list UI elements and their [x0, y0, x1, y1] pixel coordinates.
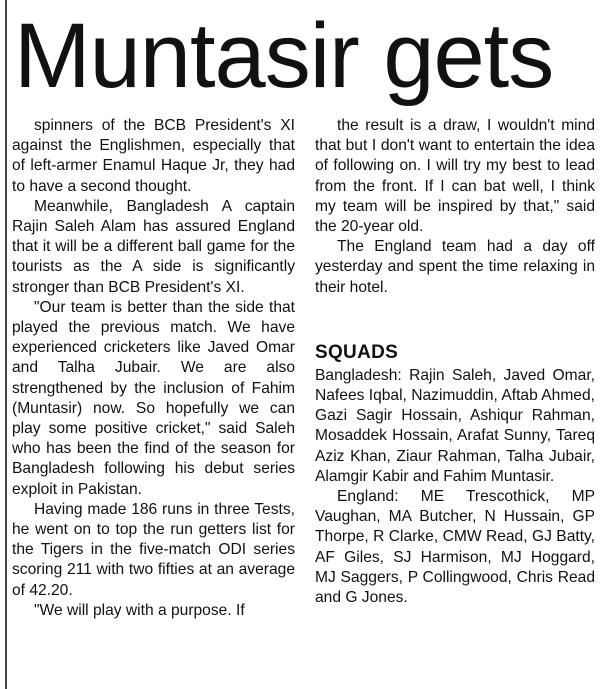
article-right-column: [315, 116, 595, 608]
paragraph-england-day-off: The England team had a day off yesterday and spent the time relaxing in their hotel.: [315, 238, 595, 296]
paragraph-saleh-quote: "Our team is better than the side that played the previous match. We have experienced cricketers like Javed Omar and Talha Jubair. We are also strengthened by the inclusion of Fahim (Muntasir) now. So hopefully we can play some positive cricket," said Saleh who has been the find of the season for Bangladesh following his debut series exploit in Pakistan.: [12, 298, 295, 498]
paragraph-purpose-quote: "We will play with a purpose. If: [34, 601, 245, 619]
squads-heading: SQUADS: [315, 341, 399, 363]
headline: Muntasir gets: [14, 5, 554, 107]
paragraph-saleh-stats: Having made 186 runs in three Tests, he went on to top the run getters list for the Tigers in the five-match ODI series scoring 211 with two fifties at an average of 42.20.: [12, 500, 295, 599]
paragraph-quote-continued: the result is a draw, I wouldn't mind that but I don't want to entertain the idea of following on. I will try my best to lead from the front. If I can bat well, I think my team will be inspired by that," said the 20-year old.: [315, 117, 595, 236]
paragraph-continuation: spinners of the BCB President's XI against the Englishmen, especially that of left-armer Enamul Haque Jr, they had to have a second thought.: [12, 117, 295, 195]
squad-england: England: ME Trescothick, MP Vaughan, MA Butcher, N Hussain, GP Thorpe, R Clarke, CMW Read, GJ Batty, AF Giles, SJ Harmison, MJ Hoggard, MJ Saggers, P Collingwood, Chris Read and G Jones.: [315, 488, 595, 607]
column-rule: [5, 0, 7, 689]
squad-bangladesh: Bangladesh: Rajin Saleh, Javed Omar, Nafees Iqbal, Nazimuddin, Aftab Ahmed, Gazi Sagir Hossain, Ashiqur Rahman, Mosaddek Hossain, Arafat Sunny, Tareq Aziz Khan, Ziaur Rahman, Talha Jubair, Alamgir Kabir and Fahim Muntasir.: [315, 366, 595, 485]
paragraph-captain-assurance: Meanwhile, Bangladesh A captain Rajin Saleh Alam has assured England that it will be a different ball game for the tourists as the A side is significantly stronger than BCB President's XI.: [12, 197, 295, 296]
article-left-column: [12, 116, 295, 621]
